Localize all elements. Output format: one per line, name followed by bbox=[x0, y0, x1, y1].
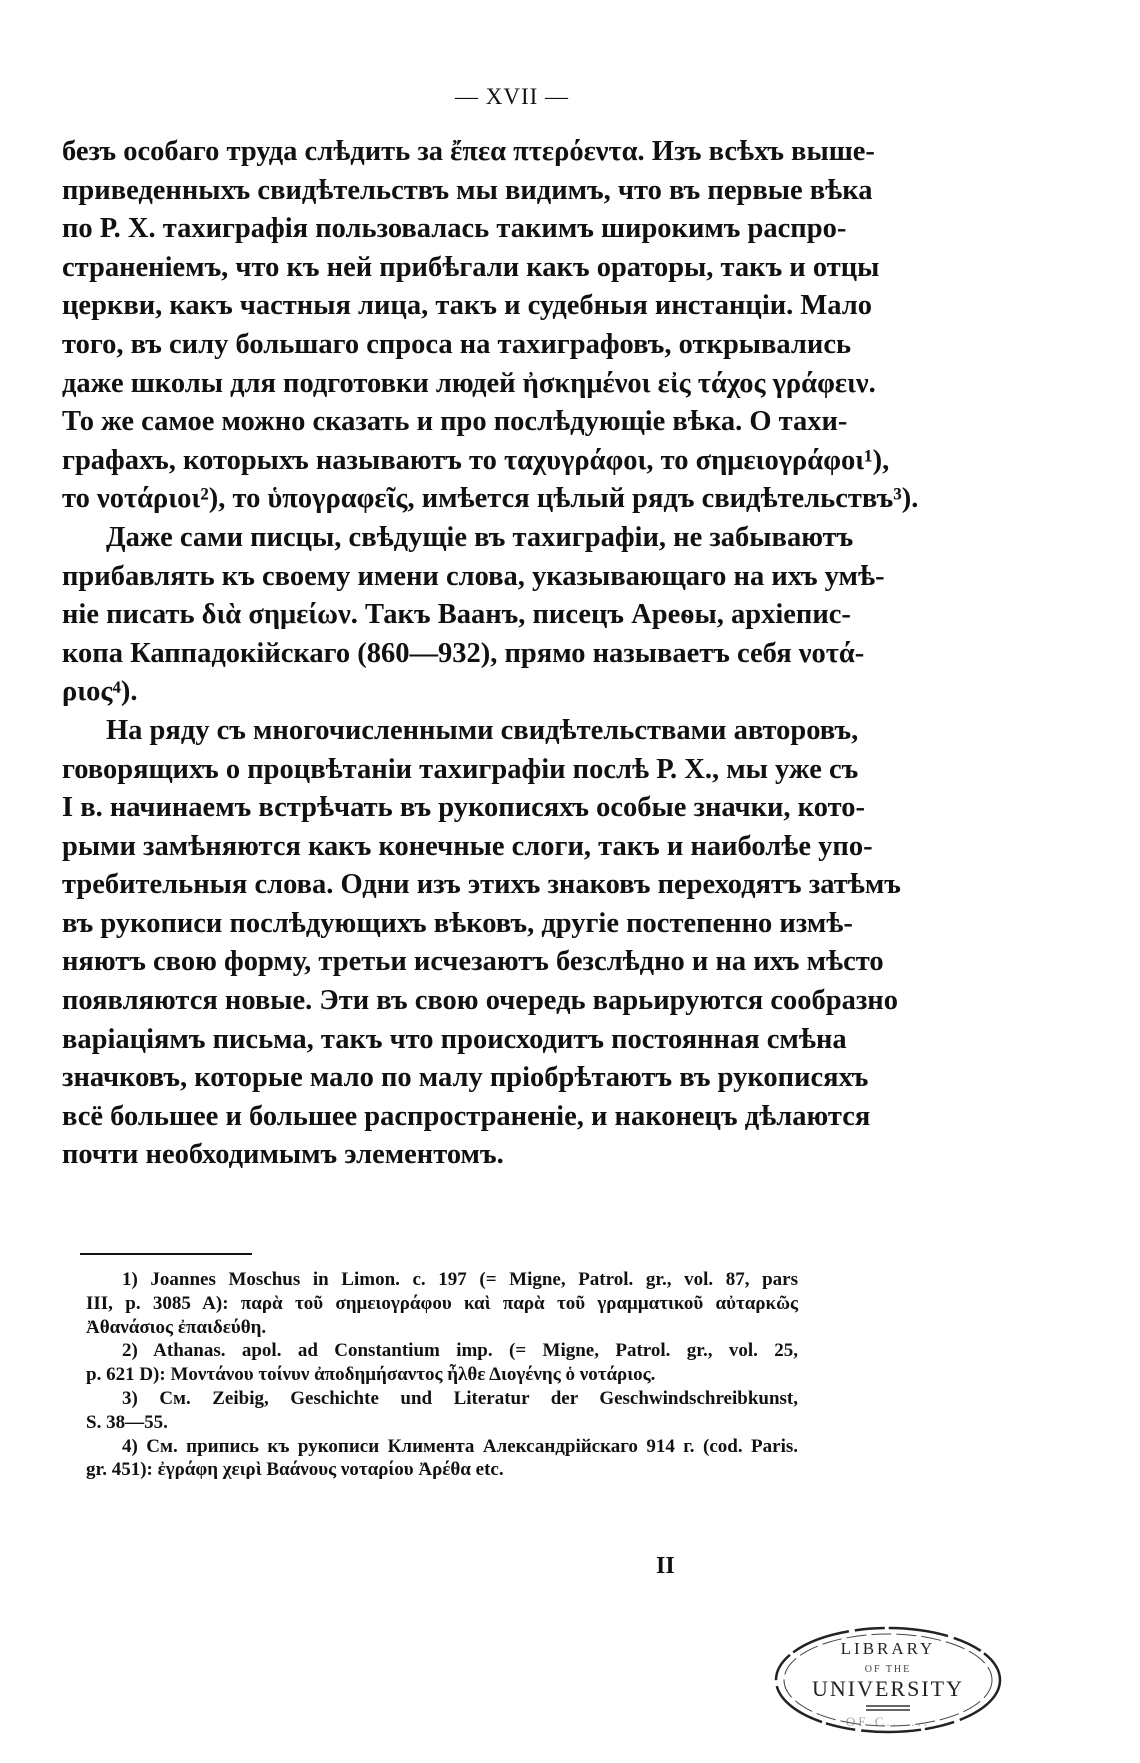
library-stamp bbox=[768, 1610, 1008, 1750]
text-line: всё большее и большее распространеніе, и наконецъ дѣлаются bbox=[62, 1100, 871, 1132]
text-line: то νοτάριοι²), то ὑπογραφεῖς, имѣется цѣлый рядъ свидѣтельствъ³). bbox=[62, 483, 919, 515]
signature-mark: II bbox=[656, 1553, 675, 1579]
footnote-4 bbox=[86, 1435, 798, 1483]
text-line: въ рукописи послѣдующихъ вѣковъ, другіе постепенно измѣ- bbox=[62, 907, 853, 939]
text-line: I в. начинаемъ встрѣчать въ рукописяхъ особые значки, кото- bbox=[62, 792, 865, 824]
footnote-line: 3) См. Zeibig, Geschichte und Literatur der Geschwindschreibkunst, bbox=[122, 1387, 798, 1409]
text-line: требительныя слова. Одни изъ этихъ знаковъ переходятъ затѣмъ bbox=[62, 869, 901, 901]
text-line: того, въ силу большаго спроса на тахиграфовъ, открывались bbox=[62, 328, 852, 360]
text-line: ніе писать διὰ σημείων. Такъ Ваанъ, писецъ Ареѳы, архіепис- bbox=[62, 599, 851, 631]
text-line: копа Каппадокійскаго (860—932), прямо называетъ себя νοτά- bbox=[62, 637, 865, 669]
text-line: церкви, какъ частныя лица, такъ и судебныя инстанціи. Мало bbox=[62, 290, 873, 322]
text-line: даже школы для подготовки людей ἠσκημένοι εἰς τάχος γράφειν. bbox=[62, 367, 876, 399]
text-line: Даже сами писцы, свѣдущіе въ тахиграфіи, не забываютъ bbox=[106, 521, 854, 553]
text-line: страненіемъ, что къ ней прибѣгали какъ ораторы, такъ и отцы bbox=[62, 251, 880, 283]
footnote-2 bbox=[86, 1339, 798, 1387]
footnote-line: 1) Joannes Moschus in Limon. c. 197 (= Migne, Patrol. gr., vol. 87, pars bbox=[122, 1269, 798, 1290]
text-line: по Р. Х. тахиграфія пользовалась такимъ широкимъ распро- bbox=[62, 213, 847, 245]
paragraph-2 bbox=[62, 519, 885, 712]
text-line: То же самое можно сказать и про послѣдующіе вѣка. О тахи- bbox=[62, 406, 848, 438]
text-line: говорящихъ о процвѣтаніи тахиграфіи послѣ Р. Х., мы уже съ bbox=[62, 753, 859, 785]
text-line: графахъ, которыхъ называютъ то ταχυγράφοι, то σημειογράφοι¹), bbox=[62, 444, 890, 476]
text-line: няютъ свою форму, третьи исчезаютъ безслѣдно и на ихъ мѣсто bbox=[62, 946, 884, 978]
stamp-line-2: OF THE bbox=[864, 1664, 912, 1675]
text-line: рыми замѣняются какъ конечные слоги, такъ и наиболѣе упо- bbox=[62, 830, 873, 862]
footnote-line: 4) См. припись къ рукописи Климента Александрійскаго 914 г. (cod. Paris. bbox=[122, 1435, 798, 1457]
footnote-divider bbox=[80, 1253, 252, 1255]
main-text bbox=[62, 133, 919, 1175]
footnote-3 bbox=[86, 1387, 798, 1435]
footnote-line: p. 621 D): Μοντάνου τοίνυν ἀποδημήσαντος ἦλθε Διογένης ὁ νοτάριος. bbox=[86, 1364, 656, 1386]
text-line: прибавлять къ своему имени слова, указывающаго на ихъ умѣ- bbox=[62, 560, 885, 592]
footnote-line: S. 38—55. bbox=[86, 1411, 168, 1433]
footnote-1 bbox=[86, 1268, 798, 1339]
paragraph-1 bbox=[62, 133, 919, 519]
text-line: почти необходимымъ элементомъ. bbox=[62, 1139, 504, 1171]
text-line: значковъ, которые мало по малу пріобрѣтаютъ въ рукописяхъ bbox=[62, 1062, 869, 1094]
stamp-line-1: LIBRARY bbox=[840, 1639, 936, 1658]
stamp-line-4: OF C... ... bbox=[845, 1714, 931, 1729]
text-line: приведенныхъ свидѣтельствъ мы видимъ, что въ первые вѣка bbox=[62, 174, 873, 206]
footnote-line: 2) Athanas. apol. ad Constantium imp. (= Migne, Patrol. gr., vol. 25, bbox=[122, 1340, 798, 1362]
text-line: ριος⁴). bbox=[62, 676, 138, 708]
footnote-line: gr. 451): ἐγράφη χειρὶ Βαάνους νοταρίου Ἀρέθα etc. bbox=[86, 1459, 504, 1481]
footnote-line: III, p. 3085 A): παρὰ τοῦ σημειογράφου καὶ παρὰ τοῦ γραμματικοῦ αὐταρκῶς bbox=[86, 1292, 798, 1314]
text-line: безъ особаго труда слѣдить за ἔπεα πτερόεντα. Изъ всѣхъ выше- bbox=[62, 136, 875, 167]
text-line: появляются новые. Эти въ свою очередь варьируются сообразно bbox=[62, 985, 898, 1017]
library-stamp-icon bbox=[768, 1610, 1008, 1750]
footnotes bbox=[86, 1268, 798, 1482]
text-line: варіаціямъ письма, такъ что происходитъ постоянная смѣна bbox=[62, 1023, 847, 1055]
footnote-line: Ἀθανάσιος ἐπαιδεύθη. bbox=[86, 1316, 267, 1338]
stamp-line-3: UNIVERSITY bbox=[812, 1676, 964, 1701]
text-line: На ряду съ многочисленными свидѣтельствами авторовъ, bbox=[106, 714, 859, 746]
paragraph-3 bbox=[62, 712, 901, 1175]
page-header: — XVII — bbox=[454, 84, 570, 109]
